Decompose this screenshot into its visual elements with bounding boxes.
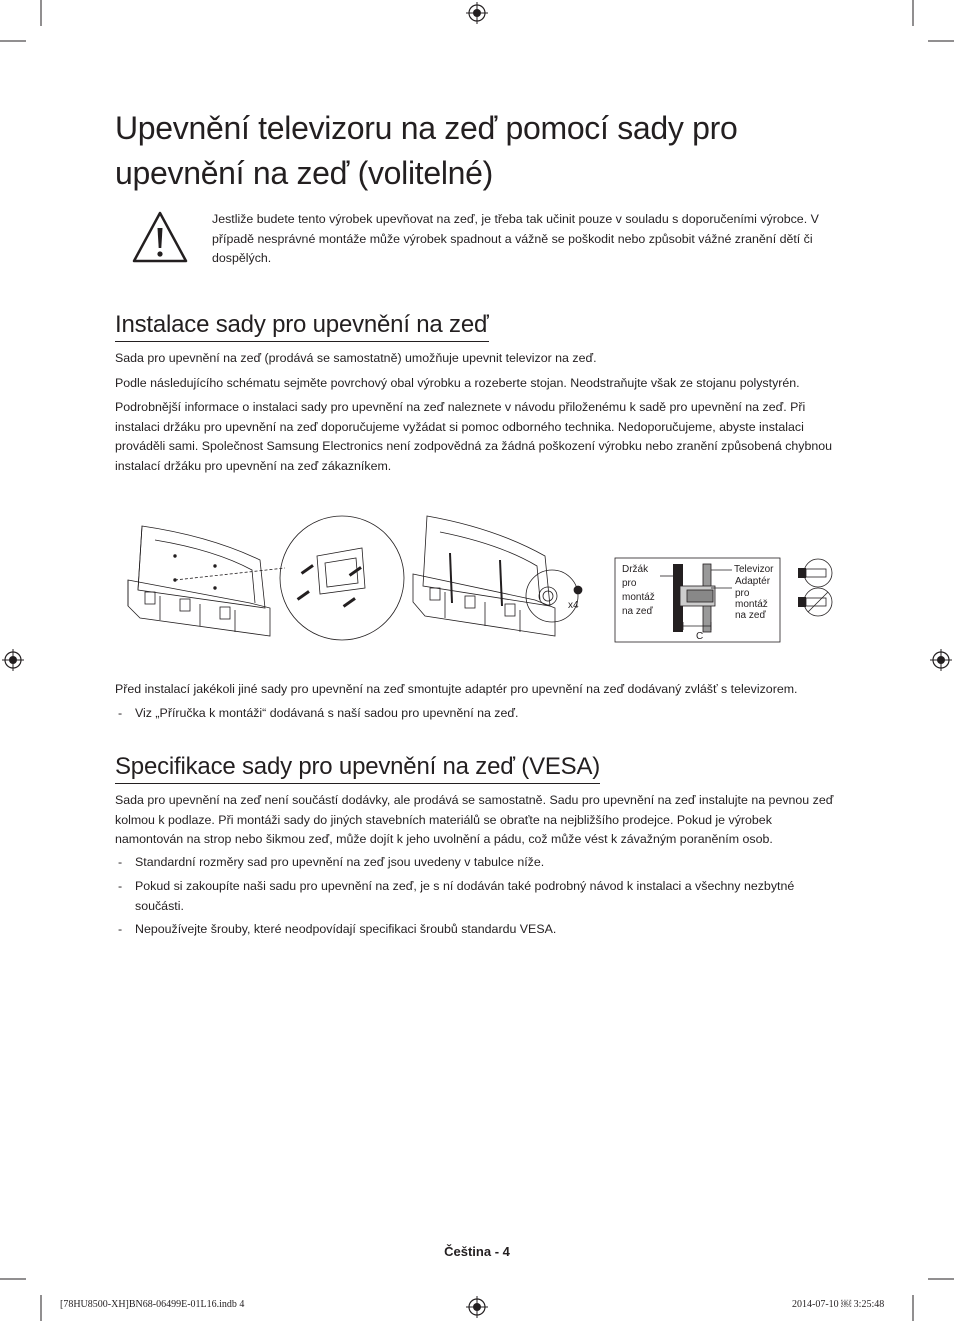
adapter-label: Adaptér pro montáž na zeď	[735, 576, 771, 621]
screw-detail-circle	[526, 570, 582, 622]
tv-label: Televizor	[734, 564, 774, 575]
title-line-2: upevnění na zeď (volitelné)	[115, 155, 494, 191]
paragraph: Sada pro upevnění na zeď (prodává se samostatně) umožňuje upevnit televizor na zeď.	[115, 351, 597, 365]
list-item: - Viz „Příručka k montáži“ dodávaná s naší sadou pro upevnění na zeď.	[118, 706, 519, 720]
list-item: - Standardní rozměry sad pro upevnění na zeď jsou uvedeny v tabulce níže.	[118, 855, 545, 869]
title-line-1: Upevnění televizoru na zeď pomocí sady pro	[115, 110, 738, 146]
page-number: Čeština - 4	[444, 1244, 510, 1259]
warning-text: Jestliže budete tento výrobek upevňovat na zeď, je třeba tak učinit pouze v souladu s doporučeními výrobce. V případě nesprávné montáže může výrobek spadnout a vážně se poškodit nebo způsobit vážné zranění dětí či dospělých.	[212, 212, 819, 265]
list-item: - Pokud si zakoupíte naši sadu pro upevnění na zeď, je s ní dodáván také podrobný návod k instalaci a všechny nezbytné součásti.	[118, 879, 795, 913]
registration-mark-icon	[930, 649, 952, 671]
holder-label: Držák pro montáž na zeď	[622, 564, 655, 617]
x4-label: x4	[568, 600, 579, 611]
page-title	[115, 106, 835, 196]
warning-triangle-icon	[131, 210, 189, 264]
wall-mount-diagram	[120, 508, 840, 658]
registration-mark-icon	[2, 649, 24, 671]
tv-back-illustration-2	[413, 516, 555, 636]
tv-back-illustration-1	[128, 526, 285, 636]
paragraph: Podrobnější informace o instalaci sady pro upevnění na zeď naleznete v návodu přiloženému k sadě pro upevnění na zeď. Při instalaci držáku pro upevnění na zeď doporučujeme vyžádat si pomoc odborného technika. Nedoporučujeme, abyste instalaci prováděli sami. Společnost Samsung Electronics není zodpovědná za žádná poškození výrobku nebo zranění způsobená chybnou instalací držáku pro upevnění na zeď zákazníkem.	[115, 400, 833, 473]
paragraph: Podle následujícího schématu sejměte povrchový obal výrobku a rozeberte stojan. Neodstraňujte však ze stojanu polystyrén.	[115, 376, 800, 390]
section-heading-installation: Instalace sady pro upevnění na zeď	[115, 310, 489, 342]
print-slug-left: [78HU8500-XH]BN68-06499E-01L16.indb 4	[60, 1299, 245, 1310]
screw-ok-icon	[798, 559, 832, 587]
bracket-detail-circle	[280, 516, 404, 640]
list-item: - Nepoužívejte šrouby, které neodpovídají specifikaci šroubů standardu VESA.	[118, 922, 557, 936]
print-slug-right: 2014-07-10 ￼ 3:25:48	[792, 1299, 885, 1310]
registration-mark-icon	[466, 2, 488, 24]
registration-mark-icon	[466, 1296, 488, 1318]
c-label: C	[696, 631, 704, 642]
paragraph: Před instalací jakékoli jiné sady pro upevnění na zeď smontujte adaptér pro upevnění na zeď dodávaný zvlášť s televizorem.	[115, 682, 798, 696]
screw-prohibited-icon	[798, 588, 832, 616]
paragraph: Sada pro upevnění na zeď není součástí dodávky, ale prodává se samostatně. Sadu pro upevnění na zeď instalujte na pevnou zeď kolmou k podlaze. Při montáži sady do jiných stavebních materiálů se obraťte na nejbližšího prodejce. Pokud je výrobek namontován na strop nebo šikmou zeď, může dojít k jeho uvolnění a pádu, což může vést k závažným poraněním osob.	[115, 793, 834, 846]
section-heading-vesa: Specifikace sady pro upevnění na zeď (VESA)	[115, 752, 600, 784]
